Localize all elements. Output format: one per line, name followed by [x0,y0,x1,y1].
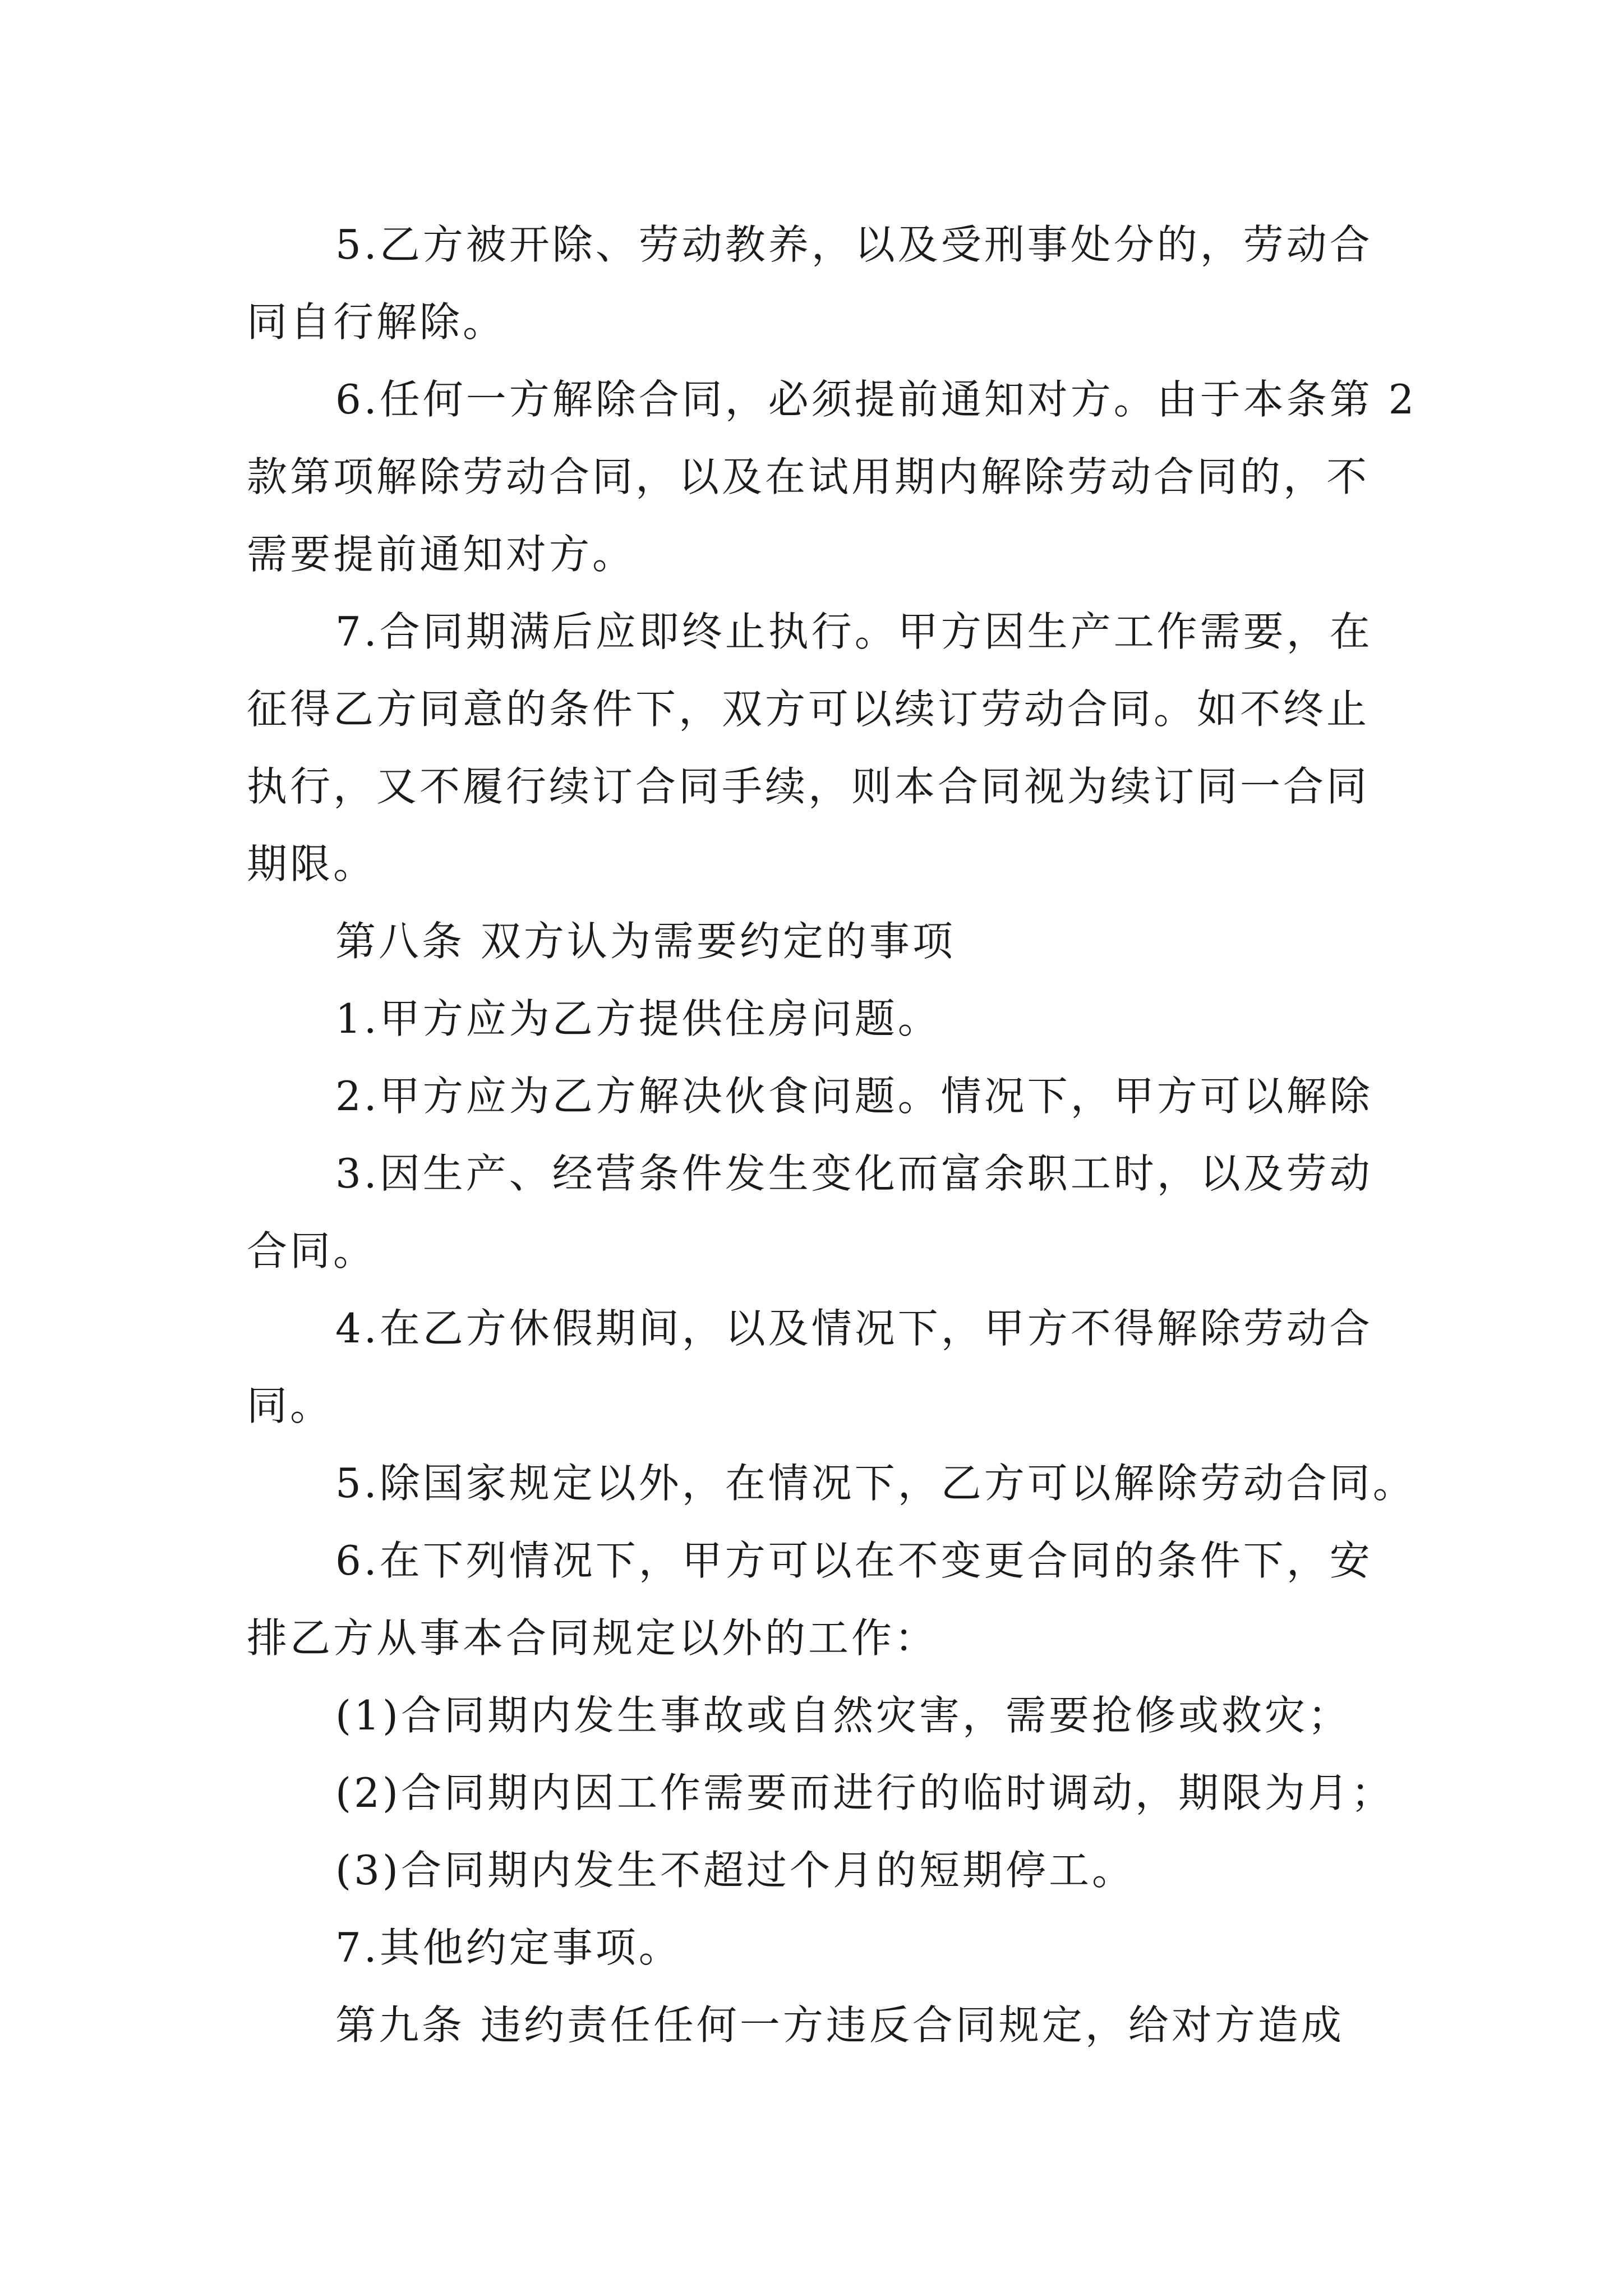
text-line: 款第项解除劳动合同，以及在试用期内解除劳动合同的，不 [247,453,1370,500]
text-line: 合同。 [247,1227,377,1274]
text-line: 3.因生产、经营条件发生变化而富余职工时，以及劳动 [335,1150,1373,1197]
text-line: 1.甲方应为乙方提供住房问题。 [335,995,941,1042]
text-line: 需要提前通知对方。 [247,531,636,578]
list-item: (1)合同期内发生事故或自然灾害，需要抢修或救灾； [335,1692,1351,1739]
text-line: 5.乙方被开除、劳动教养，以及受刑事处分的，劳动合 [335,221,1373,268]
text-line: 征得乙方同意的条件下，双方可以续订劳动合同。如不终止 [247,685,1370,733]
text-line: 同。 [247,1382,334,1429]
text-line: 7.合同期满后应即终止执行。甲方因生产工作需要，在 [335,608,1373,655]
text-line: 6.在下列情况下，甲方可以在不变更合同的条件下，安 [335,1537,1373,1584]
text-line: 4.在乙方休假期间，以及情况下，甲方不得解除劳动合 [335,1305,1373,1352]
text-line: 同自行解除。 [247,298,506,346]
list-item: (3)合同期内发生不超过个月的短期停工。 [335,1847,1135,1894]
text-line: 7.其他约定事项。 [335,1924,682,1971]
section-heading: 第八条 双方认为需要约定的事项 [335,918,956,965]
text-line: 2.甲方应为乙方解决伙食问题。情况下，甲方可以解除 [335,1073,1373,1120]
text-line: 5.除国家规定以外，在情况下，乙方可以解除劳动合同。 [335,1460,1416,1507]
text-line: 排乙方从事本合同规定以外的工作： [247,1614,938,1662]
text-line: 执行，又不履行续订合同手续，则本合同视为续订同一合同 [247,763,1370,810]
list-item: (2)合同期内因工作需要而进行的临时调动，期限为月； [335,1769,1394,1816]
section-heading: 第九条 违约责任任何一方违反合同规定，给对方造成 [335,2001,1344,2049]
text-line: 期限。 [247,840,377,887]
text-line: 6.任何一方解除合同，必须提前通知对方。由于本条第 2 [335,376,1417,423]
